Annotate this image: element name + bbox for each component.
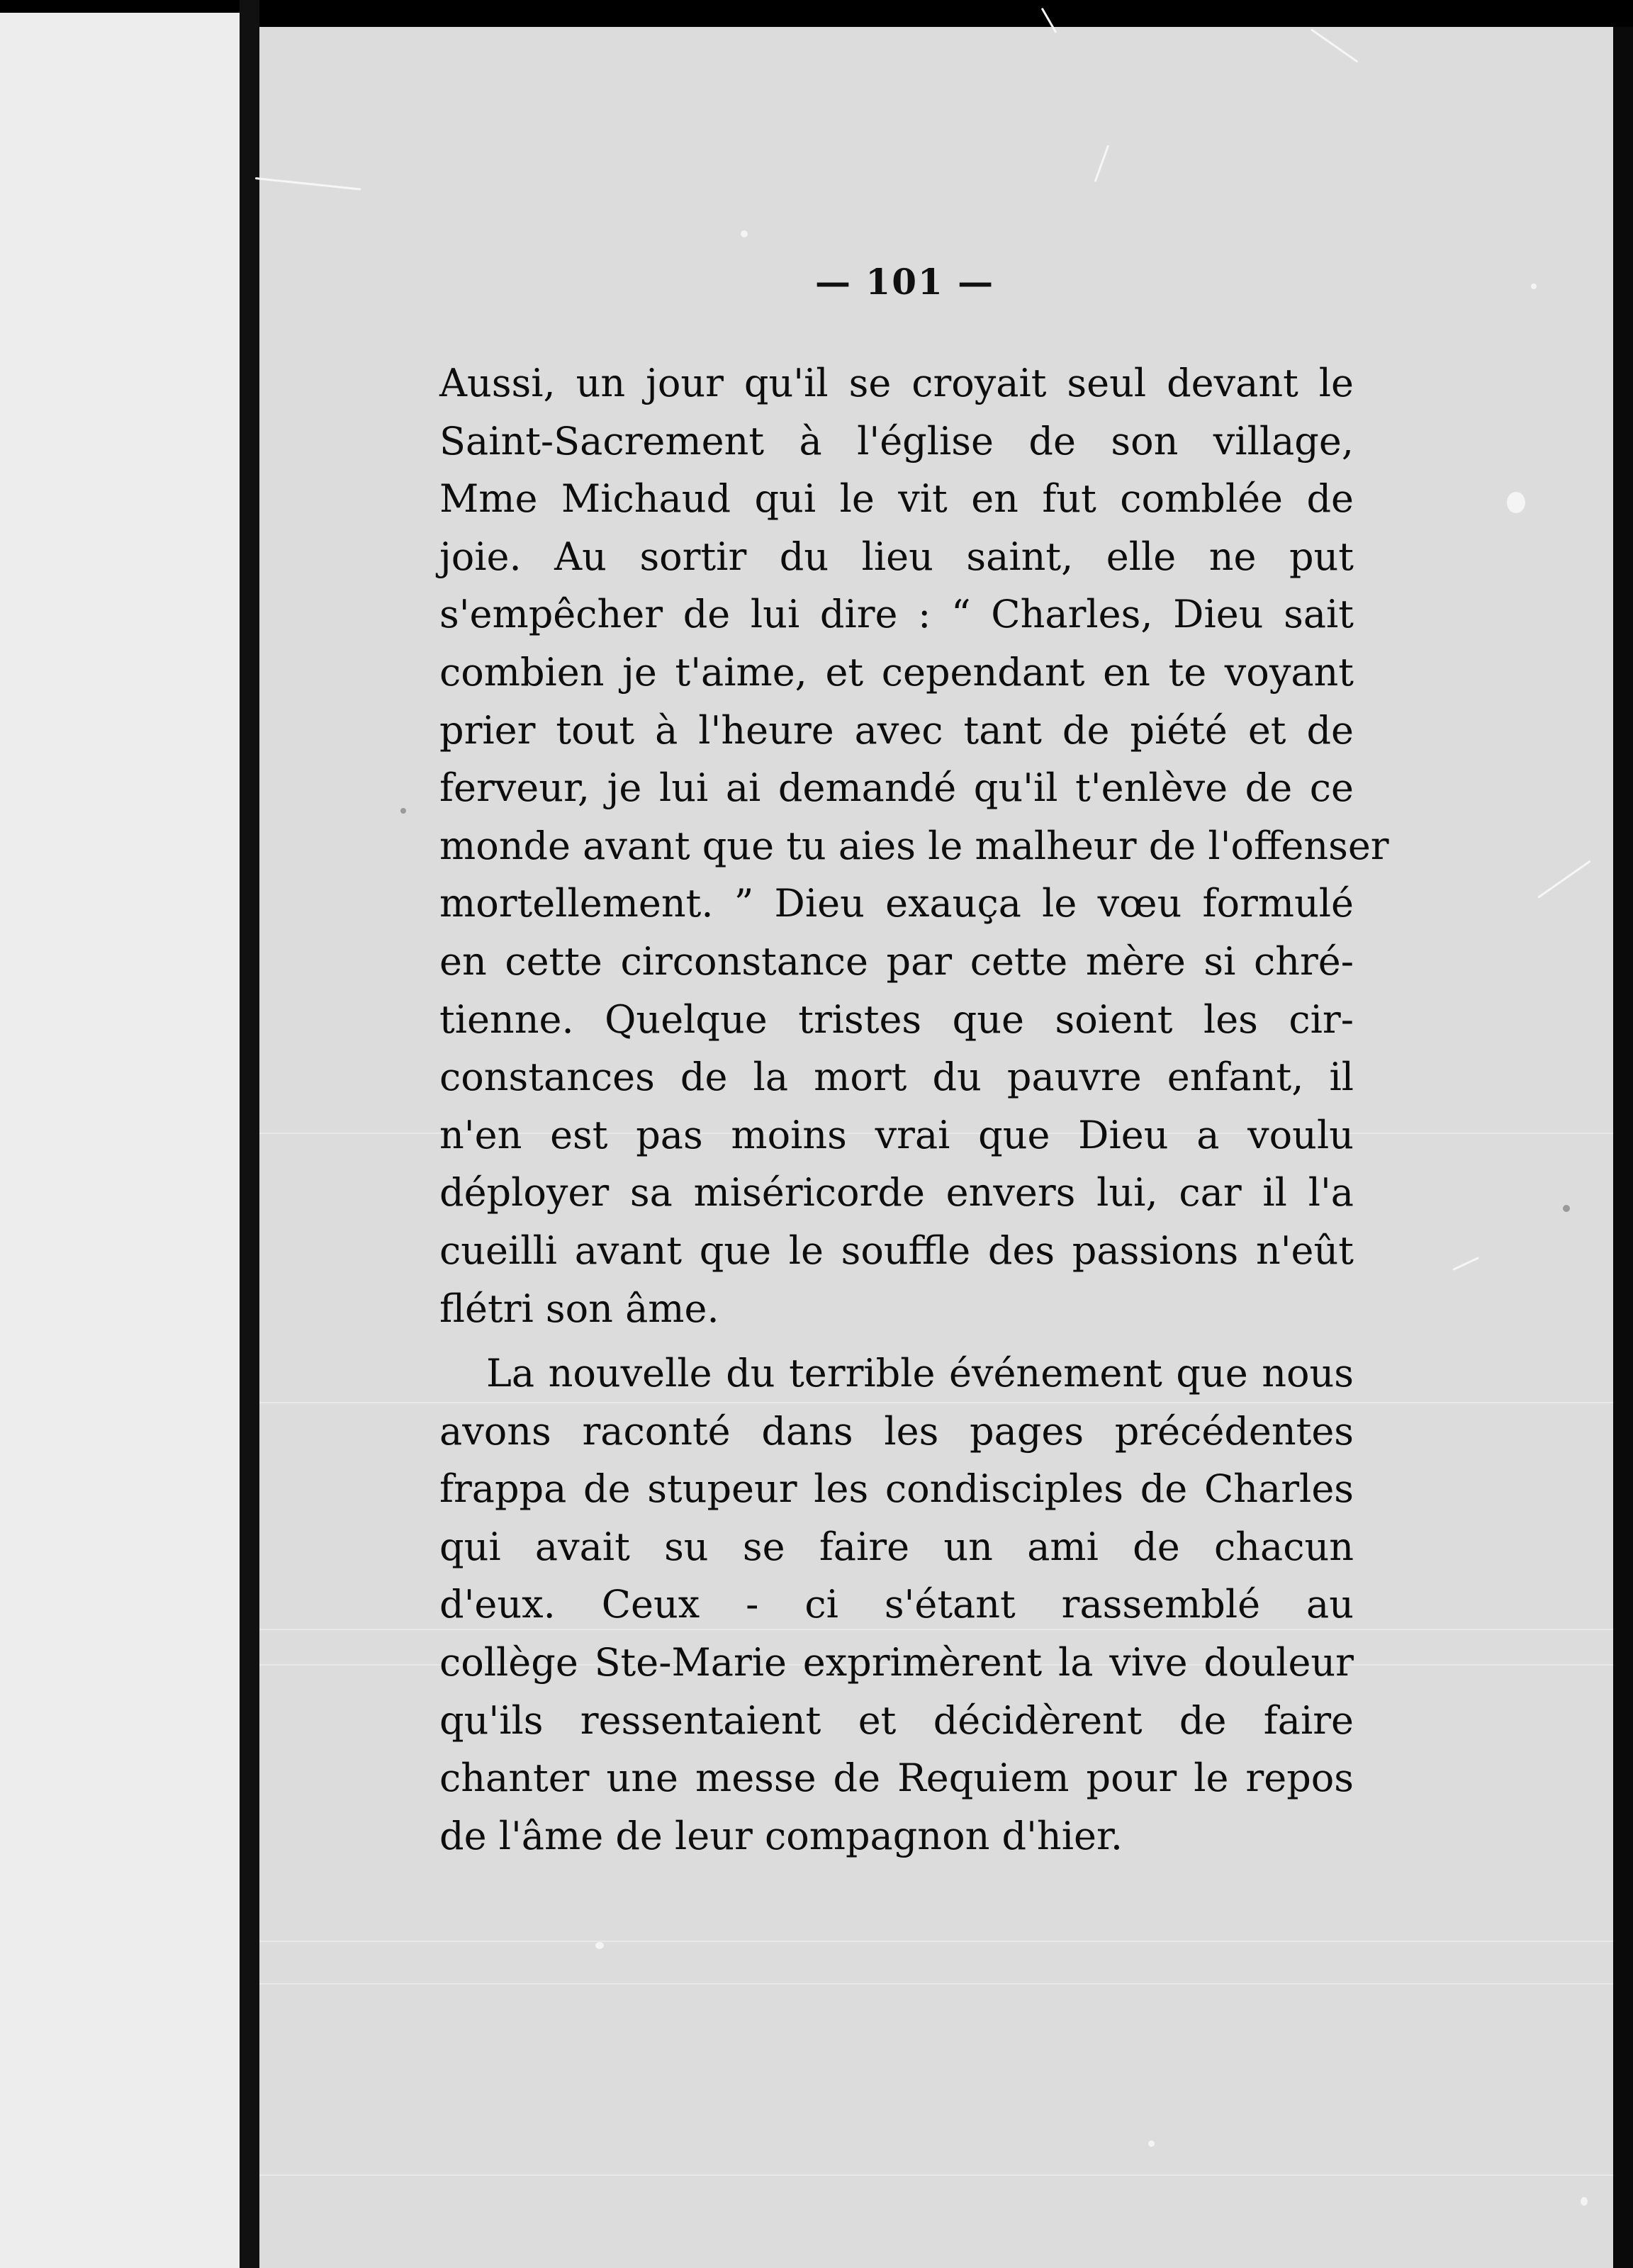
scan-speck <box>741 230 748 237</box>
text-line: Aussi, un jour qu'il se croyait seul devant le <box>439 361 1354 405</box>
left-facing-page <box>0 13 240 2268</box>
text-line: en cette circonstance par cette mère si chré- <box>439 938 1354 984</box>
text-line: n'en est pas moins vrai que Dieu a voulu <box>439 1112 1354 1157</box>
text-line: avons raconté dans les pages précédentes <box>439 1408 1354 1454</box>
scan-speck <box>595 1942 604 1949</box>
text-line: d'eux. Ceux - ci s'étant rassemblé au <box>439 1582 1354 1627</box>
scan-ruling <box>259 2174 1613 2176</box>
text-line: qu'ils ressentaient et décidèrent de faire <box>439 1697 1354 1743</box>
text-line: collège Ste-Marie exprimèrent la vive douleur <box>439 1640 1354 1685</box>
text-line: combien je t'aime, et cependant en te voyant <box>439 649 1354 695</box>
text-line: flétri son âme. <box>439 1286 719 1331</box>
text-line: constances de la mort du pauvre enfant, il <box>439 1055 1354 1100</box>
text-line: prier tout à l'heure avec tant de piété et de <box>439 707 1354 753</box>
text-line: tienne. Quelque tristes que soient les cir- <box>439 997 1354 1042</box>
scan-speck <box>1563 1205 1570 1212</box>
text-line: Mme Michaud qui le vit en fut comblée de <box>439 476 1354 522</box>
page-number: — 101 — <box>815 261 995 303</box>
text-line: qui avait su se faire un ami de chacun <box>439 1524 1354 1569</box>
body-text <box>439 354 1389 1865</box>
text-line: joie. Au sortir du lieu saint, elle ne put <box>439 534 1354 579</box>
scan-speck <box>400 808 406 814</box>
text-line: La nouvelle du terrible événement que nous <box>486 1351 1354 1396</box>
book-gutter <box>240 0 259 2268</box>
scan-ruling <box>259 1941 1613 1942</box>
paragraph <box>439 354 1389 1337</box>
text-line: frappa de stupeur les condisciples de Charles <box>439 1466 1354 1512</box>
page-edge-shadow <box>1613 27 1633 2268</box>
scan-ruling <box>259 1983 1613 1984</box>
scan-speck <box>1581 2197 1588 2206</box>
scan-speck <box>1507 492 1525 513</box>
text-line: Saint-Sacrement à l'église de son village, <box>439 418 1354 464</box>
paragraph <box>439 1344 1354 1865</box>
text-line: chanter une messe de Requiem pour le repos <box>439 1756 1354 1801</box>
text-line: cueilli avant que le souffle des passions n'eût <box>439 1228 1354 1273</box>
text-line: déployer sa miséricorde envers lui, car il l'a <box>439 1170 1354 1216</box>
text-line: de l'âme de leur compagnon d'hier. <box>439 1813 1123 1858</box>
scan-speck <box>1531 284 1537 289</box>
text-line: mortellement. ” Dieu exauça le vœu formulé <box>439 881 1354 926</box>
scan-speck <box>1148 2140 1155 2147</box>
text-line: ferveur, je lui ai demandé qu'il t'enlève de ce <box>439 765 1354 811</box>
text-line: monde avant que tu aies le malheur de l'offenser <box>439 823 1389 868</box>
text-line: s'empêcher de lui dire : “ Charles, Dieu sait <box>439 592 1354 637</box>
